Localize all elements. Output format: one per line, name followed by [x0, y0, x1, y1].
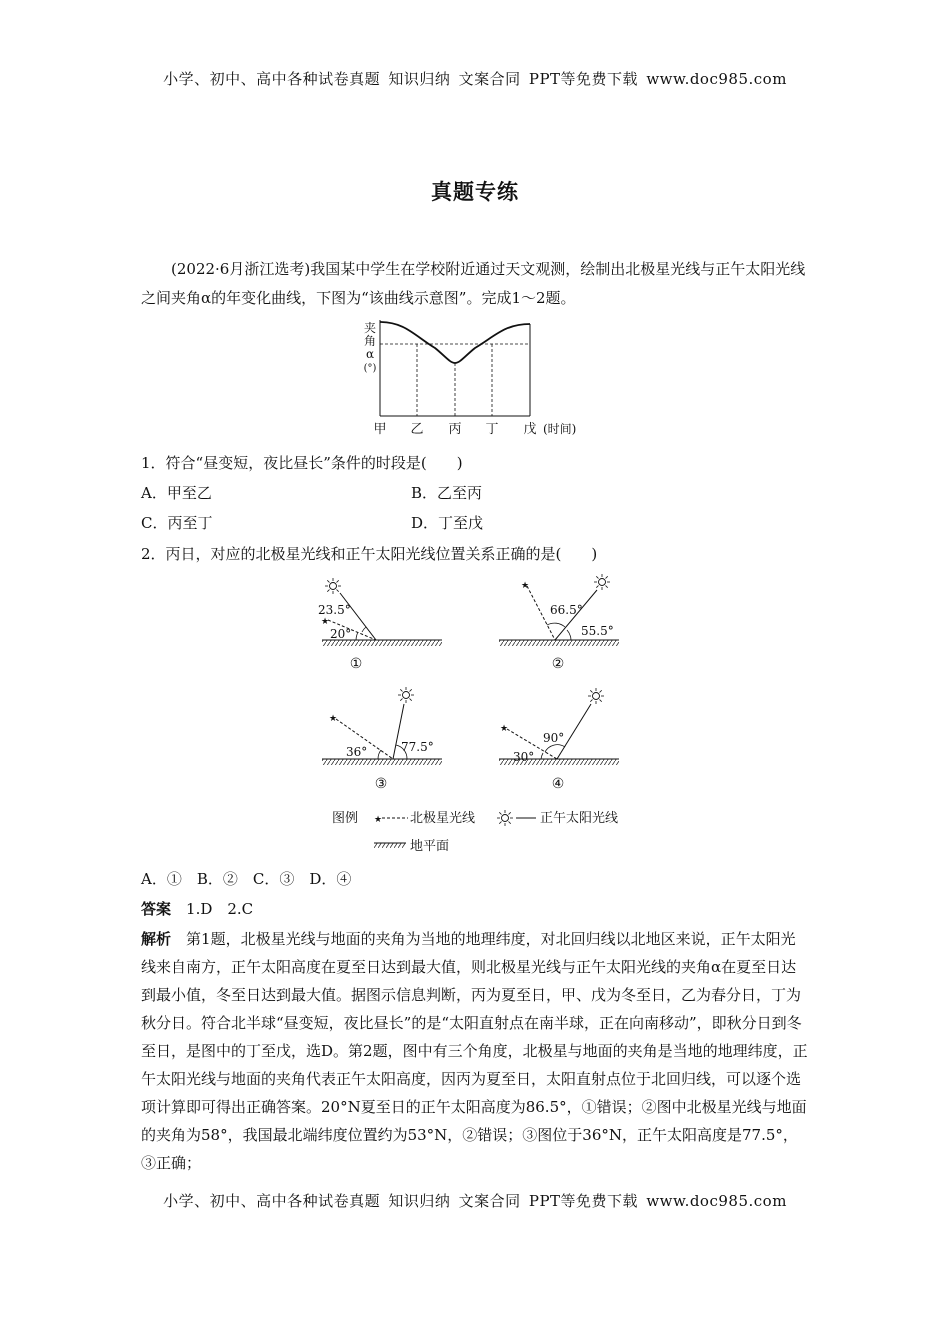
star-angle-label: 36° [346, 745, 368, 759]
angle-curve [380, 322, 530, 363]
diagram-label: ③ [374, 776, 388, 792]
angle-arc [567, 630, 571, 640]
y-axis-label-char: (°) [363, 363, 377, 374]
y-axis-label [364, 320, 377, 374]
x-tick-label: 乙 [410, 422, 424, 437]
sun-icon [398, 687, 414, 703]
legend-star-icon: ★ [374, 815, 383, 825]
page-title: 真题专练 [431, 180, 519, 204]
diagram-4 [495, 683, 625, 793]
diagram-label: ② [551, 656, 565, 672]
legend-star-label: 北极星光线 [410, 811, 476, 826]
analysis-paragraph [141, 925, 809, 1177]
answer-text: 1.D 2.C [186, 900, 254, 918]
diagram-1 [318, 570, 448, 675]
answer-label: 答案 [141, 900, 172, 918]
legend-ground-label: 地平面 [410, 839, 450, 854]
analysis-label: 解析 [141, 930, 172, 948]
analysis-text: 第1题，北极星光线与地面的夹角为当地的地理纬度，对北回归线以北地区来说，正午太阳光线来自南方，正午太阳高度在夏至日达到最大值，则北极星光线与正午太阳光线的夹角α在夏至日达到最小值，冬至日达到最大值。据图示信息判断，丙为夏至日，甲、戊为冬至日，乙为春分日，丁为秋分日。符合北半球“昼变短，夜比昼长”的是“太阳直射点在南半球，正在向南移动”，即秋分日到冬至日，是图中的丁至戊，选D。第2题，图中有三个角度，北极星与地面的夹角是当地的地理纬度，正午太阳光线与地面的夹角代表正午太阳高度，因丙为夏至日，太阳直射点位于北回归线，可以逐个选项计算即可得出正确答案。20°N夏至日的正午太阳高度为86.5°，①错误；②图中北极星光线与地面的夹角为58°，我国最北端纬度位置约为53°N，②错误；③图位于36°N，正午太阳高度是77.5°，③正确； [141, 930, 808, 1172]
angle-arc [541, 753, 543, 759]
star-icon: ★ [500, 724, 509, 734]
star-angle-label: 20° [330, 627, 352, 641]
y-axis-label-char: 角 [363, 334, 377, 348]
x-axis-unit: (时间) [543, 422, 577, 436]
angle-arc [356, 632, 358, 640]
y-axis-label-char: 夹 [363, 321, 377, 335]
diagram-label: ④ [551, 776, 565, 792]
star-icon: ★ [321, 617, 330, 627]
star-angle-label: 66.5° [550, 603, 583, 617]
y-axis-label-char: α [365, 347, 375, 361]
diagram-legend [330, 806, 630, 856]
legend-ground-hatch [374, 843, 406, 848]
sun-icon [325, 578, 341, 594]
legend-sun-icon [497, 810, 513, 826]
sun-icon [588, 688, 604, 704]
question-1-stem: 1．符合“昼变短，夜比昼长”条件的时段是( ) [141, 454, 463, 472]
legend-title: 图例 [332, 811, 359, 826]
angle-curve-chart [350, 316, 600, 441]
question-2-stem: 2．丙日，对应的北极星光线和正午太阳光线位置关系正确的是( ) [141, 545, 598, 563]
x-tick-label: 丁 [485, 422, 499, 437]
x-tick-label: 丙 [448, 422, 462, 437]
page-header: 小学、初中、高中各种试卷真题 知识归纳 文案合同 PPT等免费下载 www.doc985.com [163, 70, 787, 88]
angle-arc [547, 623, 565, 627]
question-1-option-d: D．丁至戊 [411, 514, 484, 532]
star-angle-label: 30° [513, 750, 535, 764]
diagram-2 [495, 570, 625, 675]
sun-angle-label: 23.5° [318, 603, 351, 617]
diagram-label: ① [349, 656, 363, 672]
ground-hatch [499, 640, 619, 646]
ground-hatch [322, 759, 442, 765]
sun-angle-label: 77.5° [401, 740, 434, 754]
star-icon: ★ [329, 714, 338, 724]
question-1-option-a: A．甲至乙 [141, 484, 212, 502]
answer-line [141, 898, 253, 920]
question-2-options: A．① B．② C．③ D．④ [141, 870, 352, 888]
intro-paragraph: (2022·6月浙江选考)我国某中学生在学校附近通过天文观测，绘制出北极星光线与正午太阳光线之间夹角α的年变化曲线，下图为“该曲线示意图”。完成1～2题。 [141, 260, 806, 307]
sun-angle-label: 55.5° [581, 624, 614, 638]
question-1-option-c: C．丙至丁 [141, 514, 213, 532]
angle-arc [378, 750, 381, 759]
x-tick-labels [373, 421, 536, 437]
sun-angle-label: 90° [543, 731, 565, 745]
page-footer: 小学、初中、高中各种试卷真题 知识归纳 文案合同 PPT等免费下载 www.doc985.com [163, 1192, 787, 1210]
angle-arc [362, 627, 366, 632]
x-tick-label: 戊 [523, 422, 537, 437]
question-1-option-b: B．乙至丙 [411, 484, 483, 502]
star-icon: ★ [521, 581, 530, 591]
x-tick-label: 甲 [373, 422, 387, 437]
sun-icon [594, 574, 610, 590]
legend-sun-label: 正午太阳光线 [540, 811, 619, 826]
diagram-3 [318, 683, 448, 793]
